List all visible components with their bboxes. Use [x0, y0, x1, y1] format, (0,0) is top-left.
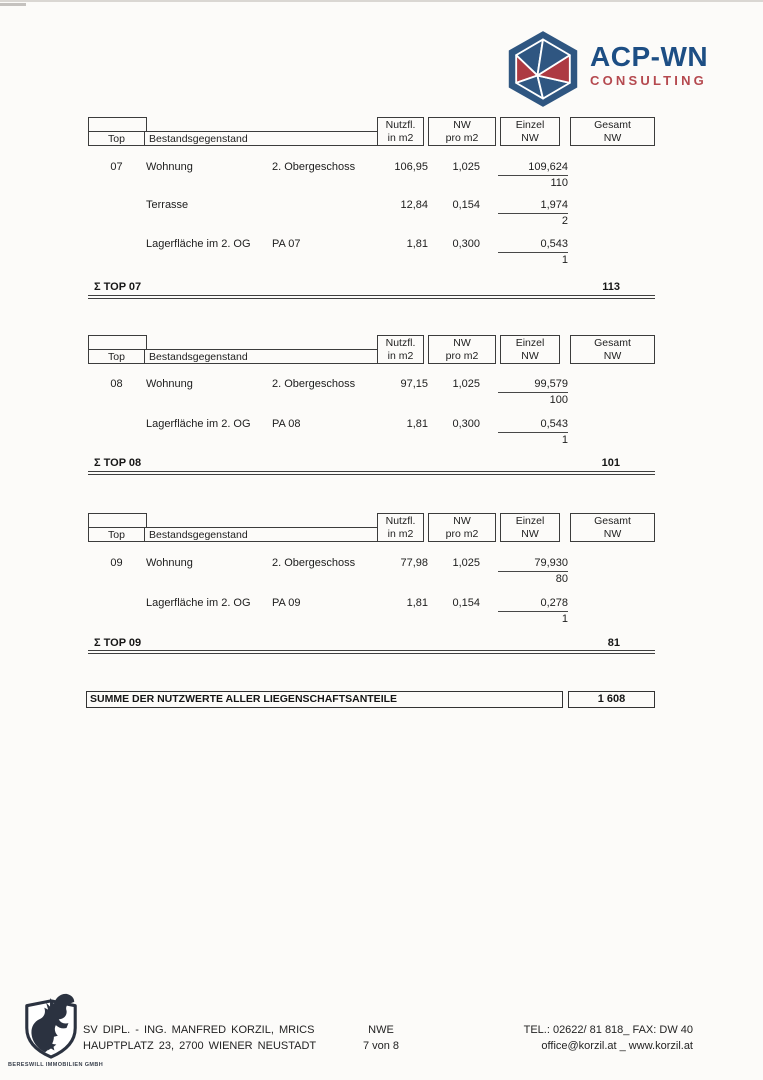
cell-area: 12,84 — [400, 199, 428, 211]
header-gesamt-line2: NW — [603, 132, 622, 144]
cell-top-number: 09 — [110, 557, 123, 569]
header-gesamt-line2: NW — [603, 528, 622, 540]
double-rule — [88, 650, 655, 654]
table-row-rounded — [88, 215, 655, 231]
cell-rounded-nw: 80 — [555, 573, 568, 585]
header-col-item-label: Bestandsgegenstand — [149, 350, 248, 363]
cell-nw-per-m2: 1,025 — [452, 557, 480, 569]
header-col-einzel-nw — [500, 335, 560, 364]
header-gesamt-line1: Gesamt — [594, 337, 631, 349]
header-col-nutzfl — [377, 335, 424, 364]
header-col-top-label: Top — [108, 132, 125, 145]
sum-value: 101 — [601, 457, 620, 469]
footer-email-web: office@korzil.at _ www.korzil.at — [541, 1040, 693, 1052]
footer-contact-block — [524, 1022, 693, 1054]
cell-area: 97,15 — [400, 378, 428, 390]
table-row — [88, 418, 655, 434]
cell-area: 1,81 — [406, 418, 428, 430]
nutzwert-table-top09 — [88, 513, 655, 658]
nutzwert-table-top08 — [88, 335, 655, 479]
header-col-einzel-nw — [500, 513, 560, 542]
header-einzel-line2: NW — [521, 528, 539, 540]
cell-top-number: 08 — [110, 378, 123, 390]
cell-einzel-nw: 0,543 — [498, 418, 568, 433]
cell-rounded-nw: 1 — [561, 434, 568, 446]
header-col-gesamt-nw — [570, 513, 655, 542]
cell-einzel-nw: 79,930 — [498, 557, 568, 572]
double-rule — [88, 471, 655, 475]
table-row — [88, 597, 655, 613]
table-row — [88, 238, 655, 254]
header-col-top — [88, 131, 145, 146]
header-nw-line2: pro m2 — [445, 132, 479, 144]
header-col-nw-pro-m2 — [428, 513, 496, 542]
header-blank-cell — [88, 513, 147, 528]
header-nw-line1: NW — [453, 119, 471, 131]
cell-nw-per-m2: 0,154 — [452, 597, 480, 609]
double-rule — [88, 295, 655, 299]
footer-page-block — [331, 1022, 431, 1054]
cell-item: Wohnung — [146, 378, 193, 390]
header-gesamt-line1: Gesamt — [594, 119, 631, 131]
header-nutzfl-line1: Nutzfl. — [385, 337, 416, 349]
brand-block — [506, 29, 708, 109]
footer-phone-fax: TEL.: 02622/ 81 818_ FAX: DW 40 — [523, 1024, 693, 1036]
cell-area: 106,95 — [394, 161, 428, 173]
header-col-top — [88, 527, 145, 542]
cell-rounded-nw: 100 — [549, 394, 568, 406]
cell-einzel-nw: 0,278 — [498, 597, 568, 612]
summary-label-box: SUMME DER NUTZWERTE ALLER LIEGENSCHAFTSANTEILE — [86, 691, 563, 708]
cell-einzel-nw: 99,579 — [498, 378, 568, 393]
header-col-top — [88, 349, 145, 364]
scan-mark-artifact — [0, 3, 26, 6]
cell-item: Wohnung — [146, 161, 193, 173]
header-nw-line1: NW — [453, 337, 471, 349]
header-nutzfl-line1: Nutzfl. — [385, 515, 416, 527]
footer-expert-name: SV DIPL. - ING. MANFRED KORZIL, MRICS — [83, 1024, 315, 1036]
cell-nw-per-m2: 0,300 — [452, 238, 480, 250]
header-einzel-line1: Einzel — [515, 337, 545, 349]
cell-detail: 2. Obergeschoss — [272, 161, 356, 173]
cell-rounded-nw: 110 — [550, 177, 568, 189]
table-row — [88, 161, 655, 177]
header-col-nutzfl — [377, 513, 424, 542]
brand-text — [590, 29, 708, 109]
header-col-nw-pro-m2 — [428, 117, 496, 146]
cell-rounded-nw: 2 — [561, 215, 568, 227]
cell-item: Lagerfläche im 2. OG — [146, 418, 251, 430]
cell-nw-per-m2: 0,154 — [452, 199, 480, 211]
footer-address-block — [83, 1022, 316, 1054]
sum-label: Σ TOP 09 — [94, 637, 142, 649]
cell-detail: 2. Obergeschoss — [272, 557, 356, 569]
cell-detail: PA 08 — [272, 418, 301, 430]
table-row — [88, 199, 655, 215]
header-col-top-label: Top — [108, 350, 125, 363]
cell-detail: PA 07 — [272, 238, 301, 250]
table-row-rounded — [88, 394, 655, 410]
cell-detail: PA 09 — [272, 597, 301, 609]
table-row-rounded — [88, 434, 655, 450]
header-col-gesamt-nw — [570, 335, 655, 364]
table-row-rounded — [88, 573, 655, 589]
header-col-nutzfl — [377, 117, 424, 146]
header-blank-cell — [88, 117, 147, 132]
header-nutzfl-line2: in m2 — [387, 528, 414, 540]
cell-item: Lagerfläche im 2. OG — [146, 238, 251, 250]
cell-rounded-nw: 1 — [561, 613, 568, 625]
sum-label: Σ TOP 08 — [94, 457, 142, 469]
header-col-bestandsgegenstand — [144, 131, 378, 146]
cell-area: 1,81 — [406, 597, 428, 609]
cell-area: 77,98 — [400, 557, 428, 569]
header-einzel-line2: NW — [521, 350, 539, 362]
footer-company-name: BERESWILL IMMOBILIEN GMBH — [8, 1062, 104, 1068]
cell-nw-per-m2: 1,025 — [452, 378, 480, 390]
footer-page-number: 7 von 8 — [362, 1040, 400, 1052]
header-einzel-line2: NW — [521, 132, 539, 144]
header-nutzfl-line2: in m2 — [387, 132, 414, 144]
header-col-nw-pro-m2 — [428, 335, 496, 364]
brand-subtitle: CONSULTING — [590, 73, 707, 88]
header-einzel-line1: Einzel — [515, 515, 545, 527]
footer-address: HAUPTPLATZ 23, 2700 WIENER NEUSTADT — [83, 1040, 317, 1052]
cell-item: Terrasse — [146, 199, 189, 211]
header-col-bestandsgegenstand — [144, 527, 378, 542]
header-gesamt-line2: NW — [603, 350, 622, 362]
header-nw-line2: pro m2 — [445, 528, 479, 540]
sum-value: 81 — [607, 637, 620, 649]
scan-edge-artifact — [0, 0, 763, 2]
table-row-rounded — [88, 613, 655, 629]
cell-rounded-nw: 1 — [561, 254, 568, 266]
sum-value: 113 — [602, 281, 620, 293]
header-einzel-line1: Einzel — [515, 119, 545, 131]
cell-einzel-nw: 109,624 — [498, 161, 568, 176]
cell-top-number: 07 — [110, 161, 123, 173]
summary-value-box: 1 608 — [568, 691, 655, 708]
table-row — [88, 557, 655, 573]
cell-einzel-nw: 0,543 — [498, 238, 568, 253]
header-col-einzel-nw — [500, 117, 560, 146]
sum-label: Σ TOP 07 — [94, 281, 142, 293]
table-row-rounded — [88, 254, 655, 270]
table-row-rounded — [88, 177, 655, 193]
hexagon-gem-logo-icon — [506, 29, 580, 109]
cell-item: Wohnung — [146, 557, 193, 569]
cell-detail: 2. Obergeschoss — [272, 378, 356, 390]
footer-doc-code: NWE — [368, 1024, 394, 1036]
header-nutzfl-line1: Nutzfl. — [385, 119, 416, 131]
horse-shield-logo-icon — [20, 990, 82, 1069]
header-col-item-label: Bestandsgegenstand — [149, 132, 248, 145]
header-col-item-label: Bestandsgegenstand — [149, 528, 248, 541]
cell-einzel-nw: 1,974 — [498, 199, 568, 214]
cell-item: Lagerfläche im 2. OG — [146, 597, 251, 609]
brand-name: ACP-WN — [590, 41, 709, 72]
header-nw-line2: pro m2 — [445, 350, 479, 362]
header-blank-cell — [88, 335, 147, 350]
header-gesamt-line1: Gesamt — [594, 515, 631, 527]
header-nutzfl-line2: in m2 — [387, 350, 414, 362]
header-nw-line1: NW — [453, 515, 471, 527]
cell-nw-per-m2: 0,300 — [452, 418, 480, 430]
cell-nw-per-m2: 1,025 — [452, 161, 480, 173]
cell-area: 1,81 — [406, 238, 428, 250]
nutzwert-table-top07 — [88, 117, 655, 303]
header-col-gesamt-nw — [570, 117, 655, 146]
header-col-bestandsgegenstand — [144, 349, 378, 364]
table-row — [88, 378, 655, 394]
header-col-top-label: Top — [108, 528, 125, 541]
